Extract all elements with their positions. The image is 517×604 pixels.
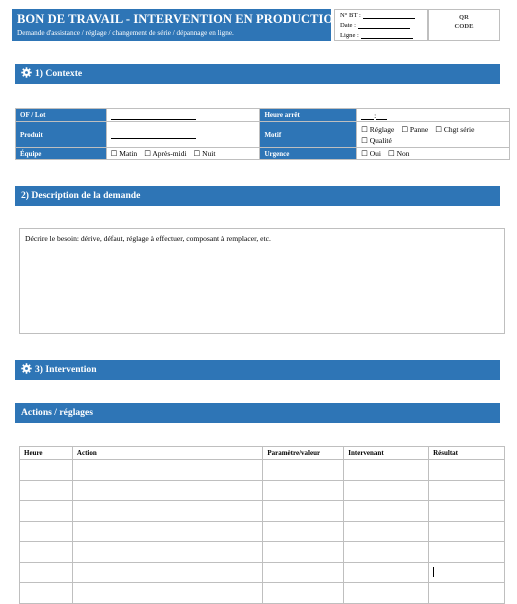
- reference-info-box: [334, 9, 428, 41]
- table-cell[interactable]: [429, 542, 505, 563]
- table-cell[interactable]: [344, 583, 429, 604]
- table-cell[interactable]: [263, 542, 344, 563]
- qr-code-placeholder: [428, 9, 500, 41]
- table-cell[interactable]: [20, 460, 73, 481]
- table-cell[interactable]: [72, 480, 262, 501]
- document-title: BON DE TRAVAIL - INTERVENTION EN PRODUCTION: [17, 12, 343, 26]
- qr-code-text-line2: CODE: [454, 23, 474, 30]
- document-subtitle: Demande d'assistance / réglage / changement de série / dépannage en ligne.: [17, 29, 234, 37]
- motif-chgt-serie-checkbox[interactable]: ☐ Chgt série: [435, 124, 475, 134]
- table-cell[interactable]: [20, 562, 73, 583]
- section-description-header: [15, 186, 500, 206]
- table-cell[interactable]: [344, 501, 429, 522]
- table-cell[interactable]: [429, 460, 505, 481]
- heure-arret-field[interactable]: [357, 109, 510, 122]
- urgence-non-checkbox[interactable]: ☐ Non: [388, 149, 410, 158]
- table-cell[interactable]: [429, 521, 505, 542]
- actions-subsection-header: [15, 403, 500, 423]
- of-lot-field[interactable]: [106, 109, 260, 122]
- table-cell[interactable]: [429, 583, 505, 604]
- description-placeholder: Décrire le besoin: dérive, défaut, réglage à effectuer, composant à remplacer, etc.: [25, 234, 271, 243]
- table-cell[interactable]: [429, 480, 505, 501]
- table-cell[interactable]: [20, 583, 73, 604]
- table-cell[interactable]: [263, 583, 344, 604]
- qr-code-text-line1: QR: [459, 14, 469, 21]
- equipe-apres-midi-checkbox[interactable]: ☐ Après-midi: [144, 149, 187, 158]
- table-row: [20, 460, 505, 481]
- urgence-options: [357, 148, 510, 160]
- table-cell[interactable]: [72, 542, 262, 563]
- actions-table-header-row: [20, 447, 505, 460]
- motif-options: [357, 122, 510, 148]
- table-cell[interactable]: [344, 480, 429, 501]
- motif-panne-checkbox[interactable]: ☐ Panne: [401, 124, 429, 134]
- table-cell[interactable]: [72, 460, 262, 481]
- col-resultat-header: Résultat: [429, 447, 505, 460]
- table-row: [20, 542, 505, 563]
- table-cell[interactable]: [263, 460, 344, 481]
- motif-qualite-checkbox[interactable]: ☐ Qualité: [361, 135, 392, 145]
- section-contexte-title: 1) Contexte: [35, 68, 83, 79]
- equipe-label: Équipe: [16, 148, 107, 160]
- table-row: [20, 521, 505, 542]
- table-cell[interactable]: [344, 542, 429, 563]
- gear-icon: [21, 67, 32, 78]
- heure-arret-label: Heure arrêt: [260, 109, 357, 122]
- table-cell[interactable]: [263, 521, 344, 542]
- table-cell[interactable]: [72, 562, 262, 583]
- description-textarea[interactable]: [19, 228, 505, 334]
- urgence-oui-checkbox[interactable]: ☐ Oui: [361, 149, 381, 158]
- col-heure-header: Heure: [20, 447, 73, 460]
- date-field[interactable]: [340, 22, 410, 29]
- section-intervention-header: [15, 360, 500, 380]
- table-cell[interactable]: [429, 501, 505, 522]
- heure-separator: :: [374, 110, 377, 120]
- equipe-matin-checkbox[interactable]: ☐ Matin: [110, 149, 138, 158]
- table-cell[interactable]: [20, 501, 73, 522]
- col-intervenant-header: Intervenant: [344, 447, 429, 460]
- equipe-options: [106, 148, 260, 160]
- section-description-title: 2) Description de la demande: [21, 190, 141, 201]
- table-cell[interactable]: [20, 542, 73, 563]
- table-row: [20, 562, 505, 583]
- table-cell[interactable]: [72, 501, 262, 522]
- table-row: [20, 480, 505, 501]
- col-action-header: Action: [72, 447, 262, 460]
- actions-table: [19, 446, 505, 604]
- table-cell[interactable]: [20, 480, 73, 501]
- urgence-label: Urgence: [260, 148, 357, 160]
- document-title-banner: [12, 9, 343, 41]
- table-cell[interactable]: [344, 460, 429, 481]
- table-cell[interactable]: [344, 521, 429, 542]
- table-cell[interactable]: [72, 521, 262, 542]
- table-row: [20, 583, 505, 604]
- bt-number-field[interactable]: [340, 12, 415, 19]
- table-cell[interactable]: [20, 521, 73, 542]
- table-cell[interactable]: [72, 583, 262, 604]
- table-cell[interactable]: [263, 480, 344, 501]
- table-cell[interactable]: [429, 562, 505, 583]
- produit-field[interactable]: [106, 122, 260, 148]
- actions-subsection-title: Actions / réglages: [21, 407, 93, 418]
- produit-label: Produit: [16, 122, 107, 148]
- bt-number-label: N° BT :: [340, 12, 361, 19]
- table-cell[interactable]: [263, 562, 344, 583]
- section-intervention-title: 3) Intervention: [35, 364, 97, 375]
- of-lot-label: OF / Lot: [16, 109, 107, 122]
- ligne-field[interactable]: [340, 32, 413, 39]
- gear-icon: [21, 363, 32, 374]
- table-cell[interactable]: [263, 501, 344, 522]
- equipe-nuit-checkbox[interactable]: ☐ Nuit: [193, 149, 216, 158]
- text-cursor: [433, 567, 434, 577]
- table-row: [20, 501, 505, 522]
- context-table: [15, 108, 510, 160]
- section-contexte-header: [15, 64, 500, 84]
- motif-label: Motif: [260, 122, 357, 148]
- motif-reglage-checkbox[interactable]: ☐ Réglage: [361, 124, 395, 134]
- date-label: Date :: [340, 22, 356, 29]
- ligne-label: Ligne :: [340, 32, 359, 39]
- table-cell[interactable]: [344, 562, 429, 583]
- col-param-header: Paramètre/valeur: [263, 447, 344, 460]
